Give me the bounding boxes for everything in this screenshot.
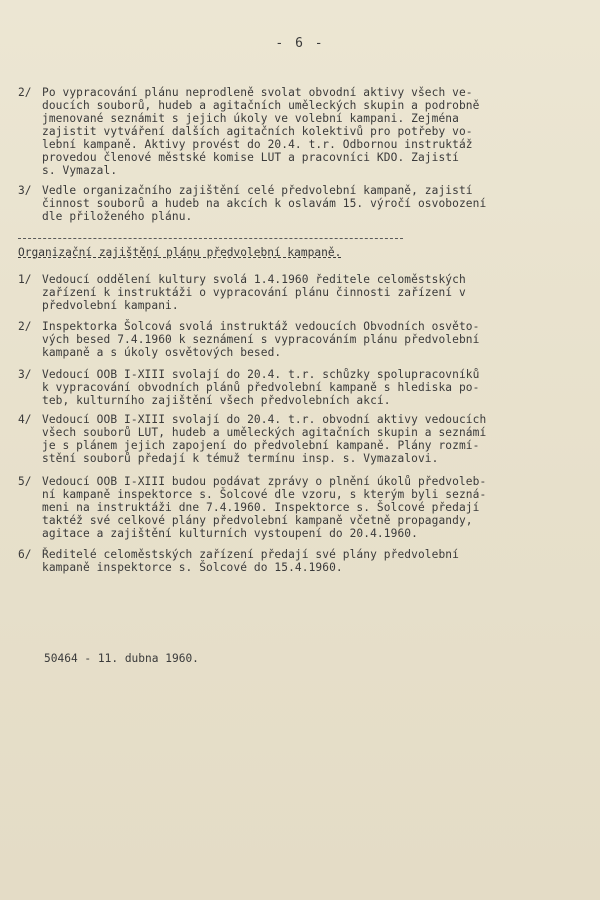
item-number: 4/ xyxy=(18,413,32,426)
list-item xyxy=(18,368,590,407)
item-number: 2/ xyxy=(18,320,32,333)
item-text: Vedle organizačního zajištění celé předvolební kampaně, zajistí činnost souborů a hudeb na akcích k oslavám 15. výročí osvobození dle přiloženého plánu. xyxy=(42,184,487,223)
list-item xyxy=(18,413,590,465)
list-item xyxy=(18,548,590,574)
item-text: Ředitelé celoměstských zařízení předají své plány předvolební kampaně inspektorce s. Šolcové do 15.4.1960. xyxy=(42,548,459,574)
page-number: - 6 - xyxy=(275,36,325,51)
list-item xyxy=(18,320,590,359)
item-number: 3/ xyxy=(18,368,32,381)
item-text: Vedoucí oddělení kultury svolá 1.4.1960 ředitele celoměstských zařízení k instruktáži o vypracování plánu činnosti zařízení v předvolební kampani. xyxy=(42,273,466,312)
item-text: Po vypracování plánu neprodleně svolat obvodní aktivy všech ve- doucích souborů, hudeb a agitačních uměleckých skupin a podrobně jmenované seznámit s jejich úkoly ve volební kampani. Zejména zajistit vytváření dalších agitačních kolektivů pro potřeby vo- lební kampaně. Aktivy provést do 20.4. t.r. Odbornou instruktáž provedou členové městské komise LUT a pracovníci KDO. Zajistí s. Vymazal. xyxy=(42,86,480,177)
item-text: Vedoucí OOB I-XIII budou podávat zprávy o plnění úkolů předvoleb- ní kampaně inspektorce s. Šolcové dle vzoru, s kterým byli sezná- meni na instruktáži dne 7.4.1960. Inspektorce s. Šolcové předají taktéž své celkové plány předvolební kampaně včetně propagandy, agitace a zajištění kulturních vystoupení do 20.4.1960. xyxy=(42,475,487,540)
item-number: 3/ xyxy=(18,184,32,197)
item-text: Vedoucí OOB I-XIII svolají do 20.4. t.r. schůzky spolupracovníků k vypracování obvodních plánů předvolební kampaně s hlediska po- teb, kulturního zajištění všech předvolebních akcí. xyxy=(42,368,480,407)
item-number: 6/ xyxy=(18,548,32,561)
item-number: 1/ xyxy=(18,273,32,286)
list-item xyxy=(18,184,590,223)
section-heading: Organizační zajištění plánu předvolební kampaně. xyxy=(18,246,342,259)
dashed-divider xyxy=(18,238,403,239)
item-number: 5/ xyxy=(18,475,32,488)
item-number: 2/ xyxy=(18,86,32,99)
list-item xyxy=(18,86,590,177)
list-item xyxy=(18,475,590,540)
item-text: Inspektorka Šolcová svolá instruktáž vedoucích Obvodních osvěto- vých besed 7.4.1960 k seznámení s vypracováním plánu předvolební kampaně a s úkoly osvětových besed. xyxy=(42,320,480,359)
list-item xyxy=(18,273,590,312)
item-text: Vedoucí OOB I-XIII svolají do 20.4. t.r. obvodní aktivy vedoucích všech souborů LUT, hudeb a uměleckých agitačních skupin a seznámí je s plánem jejich zapojení do předvolební kampaně. Plány rozmí- stění souborů předají k témuž termínu insp. s. Vymazalovi. xyxy=(42,413,487,465)
document-footer: 50464 - 11. dubna 1960. xyxy=(44,652,199,665)
